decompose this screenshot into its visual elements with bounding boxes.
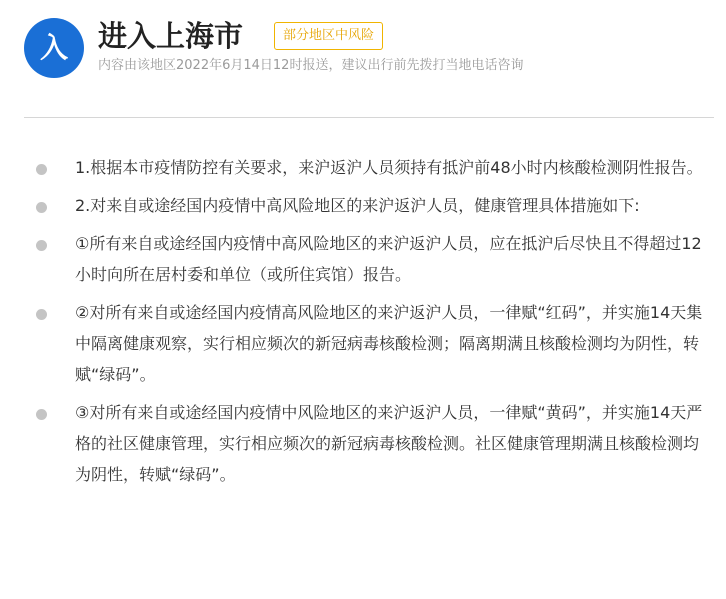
report-info-text: 内容由该地区2022年6月14日12时报送，建议出行前先拨打当地电话咨询 [98,58,524,73]
header-divider [24,117,714,118]
list-item [0,397,726,490]
page-title: 进入上海市 [98,19,244,53]
page-header [24,14,714,84]
policy-list [0,152,726,497]
list-item [0,152,726,183]
bullet-dot-icon [36,309,47,320]
list-item-text: ②对所有来自或途经国内疫情高风险地区的来沪返沪人员，一律赋“红码”，并实施14天集中隔离健康观察，实行相应频次的新冠病毒核酸检测；隔离期满且核酸检测均为阴性，转赋“绿码”。 [75,303,703,384]
list-item [0,228,726,290]
list-item-text: 1.根据本市疫情防控有关要求，来沪返沪人员须持有抵沪前48小时内核酸检测阴性报告。 [75,158,703,177]
list-item [0,190,726,221]
risk-level-badge: 部分地区中风险 [274,22,383,50]
list-item-text: 2.对来自或途经国内疫情中高风险地区的来沪返沪人员，健康管理具体措施如下: [75,196,640,215]
bullet-dot-icon [36,240,47,251]
bullet-dot-icon [36,409,47,420]
list-item-text: ①所有来自或途经国内疫情中高风险地区的来沪返沪人员，应在抵沪后尽快且不得超过12小时向所在居村委和单位（或所住宾馆）报告。 [75,234,702,284]
list-item-text: ③对所有来自或途经国内疫情中风险地区的来沪返沪人员，一律赋“黄码”，并实施14天严格的社区健康管理，实行相应频次的新冠病毒核酸检测。社区健康管理期满且核酸检测均为阴性，转赋“绿码”。 [75,403,703,484]
bullet-dot-icon [36,202,47,213]
list-item [0,297,726,390]
bullet-dot-icon [36,164,47,175]
entry-icon: 入 [24,18,84,78]
